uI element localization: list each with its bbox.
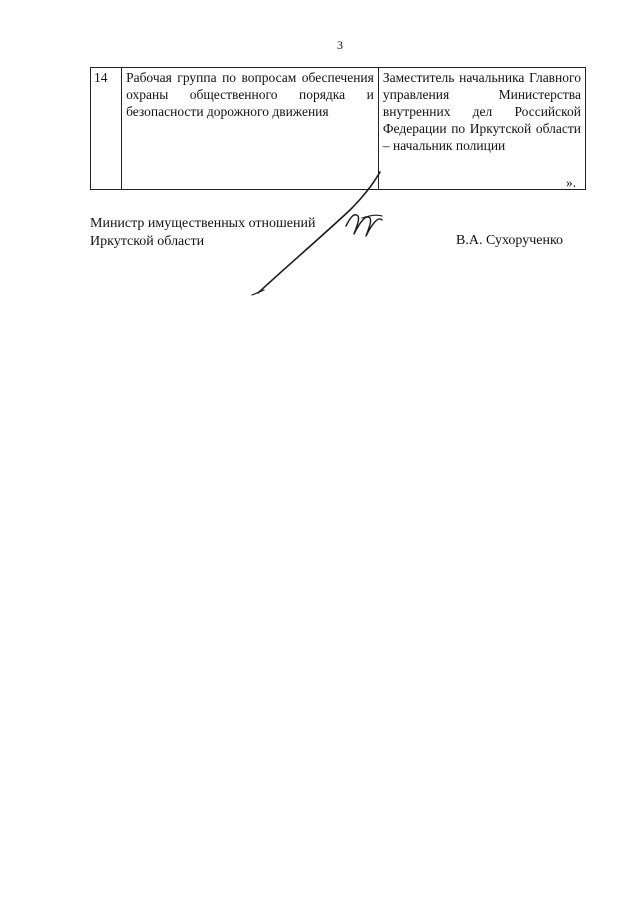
- closing-quote: ».: [566, 175, 577, 190]
- page-number: 3: [337, 38, 343, 52]
- head-position-cell: Заместитель начальника Главного управления Министерства внутренних дел Российской Федерации по Иркутской области – начальник полиции: [378, 68, 585, 190]
- handwritten-signature-icon: [250, 158, 410, 298]
- signature-title-line-2: Иркутской области: [90, 234, 205, 249]
- row-number-cell: 14: [91, 68, 122, 190]
- signatory-name: В.А. Сухорученко: [456, 233, 564, 248]
- working-group-cell: Рабочая группа по вопросам обеспечения охраны общественного порядка и безопасности дорожного движения: [122, 68, 379, 190]
- signature-title-line-1: Министр имущественных отношений: [90, 216, 316, 231]
